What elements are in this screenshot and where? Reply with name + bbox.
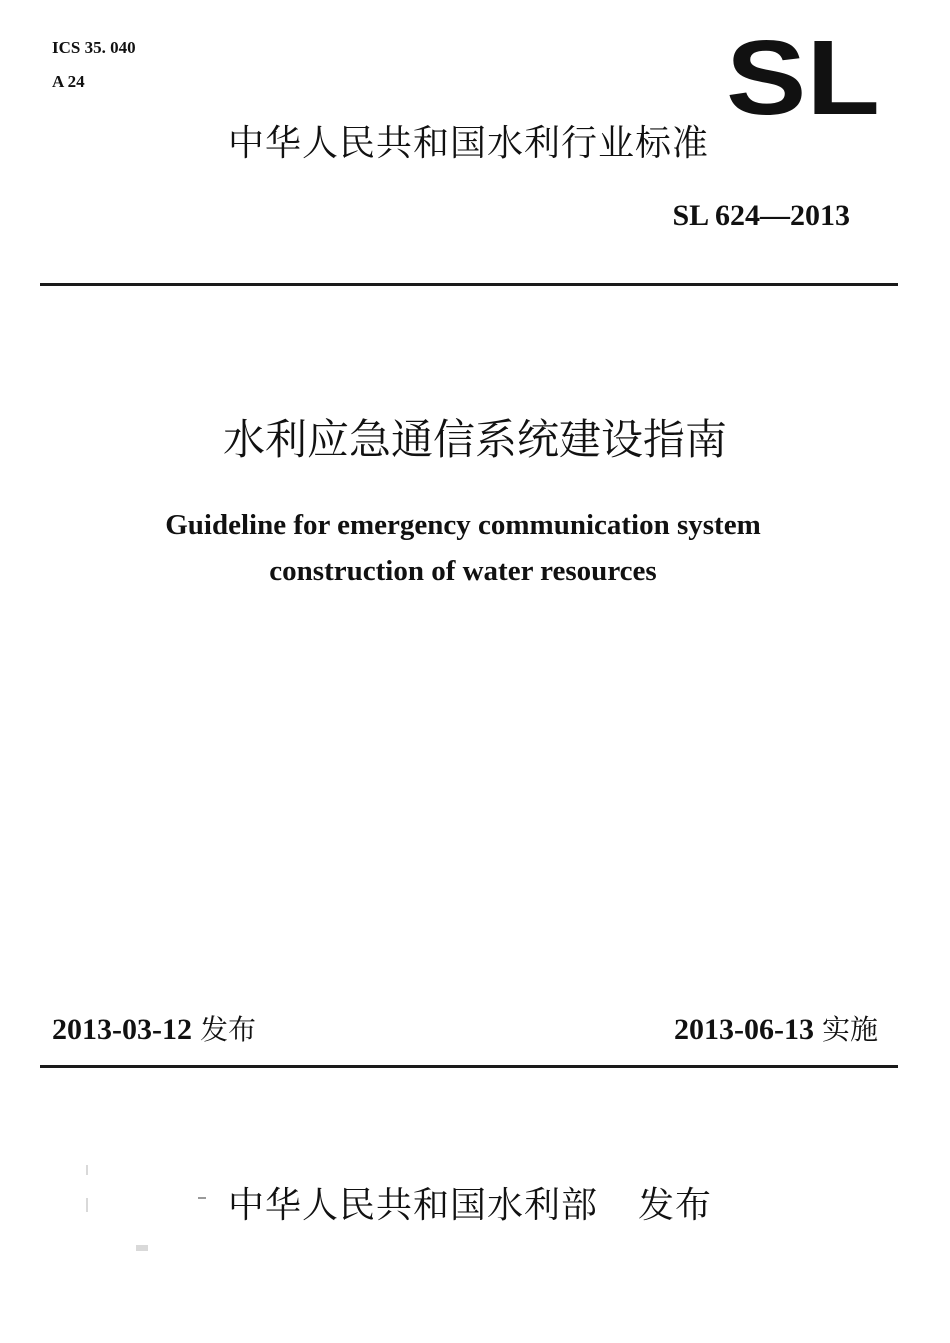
implementation-date: 2013-06-13 (674, 1013, 814, 1046)
top-divider (40, 283, 898, 286)
issue-date: 2013-03-12 (52, 1013, 192, 1046)
implementation-date-row (674, 1008, 878, 1052)
sl-logo-text: SL (726, 32, 880, 118)
implementation-label: 实施 (821, 1013, 878, 1046)
ics-code: ICS 35. 040 (52, 38, 136, 57)
title-english-line2: construction of water resources (269, 555, 657, 587)
standard-number: SL 624—2013 (672, 199, 850, 232)
scan-speck (136, 1245, 148, 1251)
scan-speck (198, 1197, 206, 1199)
publisher-row (228, 1180, 712, 1232)
publisher-name: 中华人民共和国水利部 (228, 1185, 599, 1226)
standard-category: 中华人民共和国水利行业标准 (228, 123, 710, 164)
title-chinese: 水利应急通信系统建设指南 (222, 415, 727, 464)
issue-date-row (52, 1008, 256, 1052)
sl-logo (726, 32, 880, 118)
bottom-divider (40, 1065, 898, 1068)
scan-speck (86, 1165, 88, 1175)
scan-speck (86, 1198, 88, 1212)
title-english-line1: Guideline for emergency communication system (165, 509, 761, 541)
publisher-label: 发布 (638, 1185, 713, 1226)
issue-label: 发布 (199, 1013, 256, 1046)
ccs-code: A 24 (52, 72, 85, 91)
